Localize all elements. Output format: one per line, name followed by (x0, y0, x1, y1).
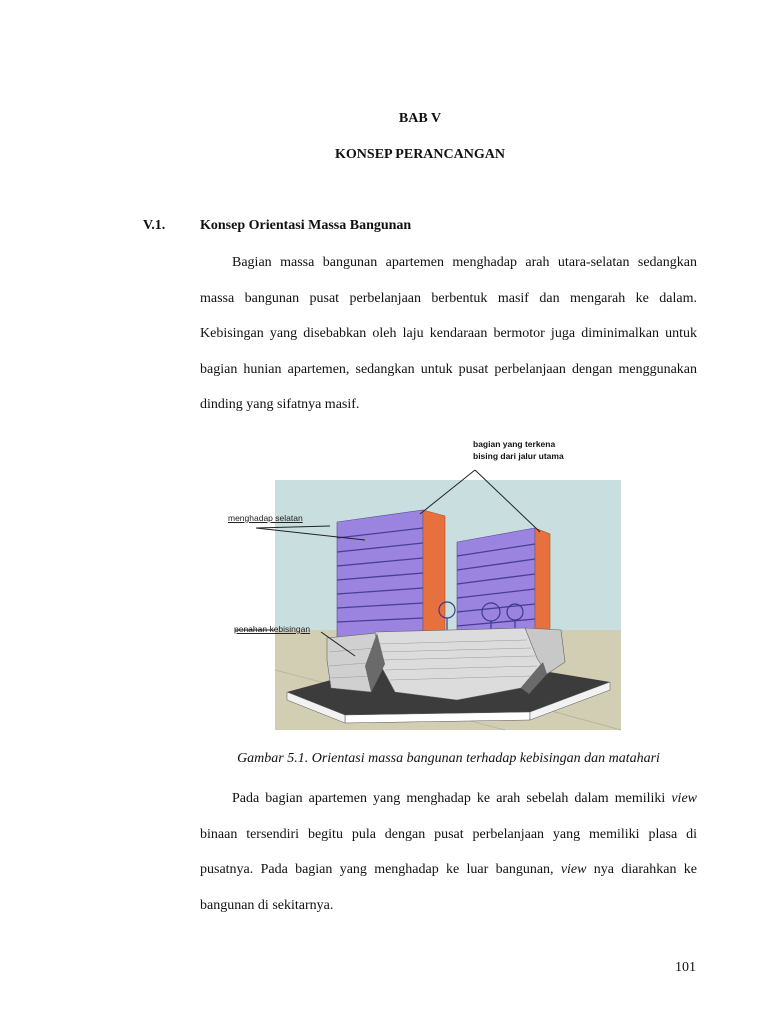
view-term-1: view (671, 791, 697, 806)
tower-right-side (535, 528, 550, 640)
annotation-top-line1: bagian yang terkena (473, 439, 556, 449)
tower-left-side (423, 510, 445, 640)
section-number: V.1. (143, 218, 166, 233)
figure-caption: Gambar 5.1. Orientasi massa bangunan terhadap kebisingan dan matahari (237, 751, 660, 766)
annotation-noise-source (473, 438, 564, 462)
paragraph-2-part-c: nya diarahkan ke bangunan di sekitarnya. (200, 862, 697, 913)
chapter-title: KONSEP PERANCANGAN (335, 147, 505, 162)
building-orientation-figure (225, 430, 630, 735)
paragraph-2 (200, 781, 697, 923)
figure-sky (275, 480, 621, 630)
page-number: 101 (675, 960, 696, 975)
paragraph-1 (200, 245, 697, 423)
tower-right-front (457, 528, 535, 640)
annotation-top-line2: bising dari jalur utama (473, 451, 564, 461)
paragraph-2-part-a: Pada bagian apartemen yang menghadap ke arah sebelah dalam memiliki (232, 791, 672, 806)
annotation-south-facing: menghadap selatan (228, 513, 303, 523)
section-title: Konsep Orientasi Massa Bangunan (200, 218, 412, 233)
view-term-2: view (560, 862, 587, 877)
paragraph-2-text (200, 781, 697, 923)
paragraph-1-text: Bagian massa bangunan apartemen menghadap arah utara-selatan sedangkan massa bangunan pusat perbelanjaan berbentuk masif dan mengarah ke dalam. Kebisingan yang disebabkan oleh laju kendaraan bermotor juga diminimalkan untuk bagian hunian apartemen, sedangkan untuk pusat perbelanjaan dengan menggunakan dinding yang sifatnya masif. (200, 255, 697, 412)
chapter-number: BAB V (398, 111, 442, 126)
annotation-noise-barrier: penahan kebisingan (234, 624, 311, 634)
paragraph-2-part-b: binaan tersendiri begitu pula dengan pusat perbelanjaan yang memiliki plasa di pusatnya. Pada bagian yang menghadap ke luar bangunan, (200, 826, 697, 877)
